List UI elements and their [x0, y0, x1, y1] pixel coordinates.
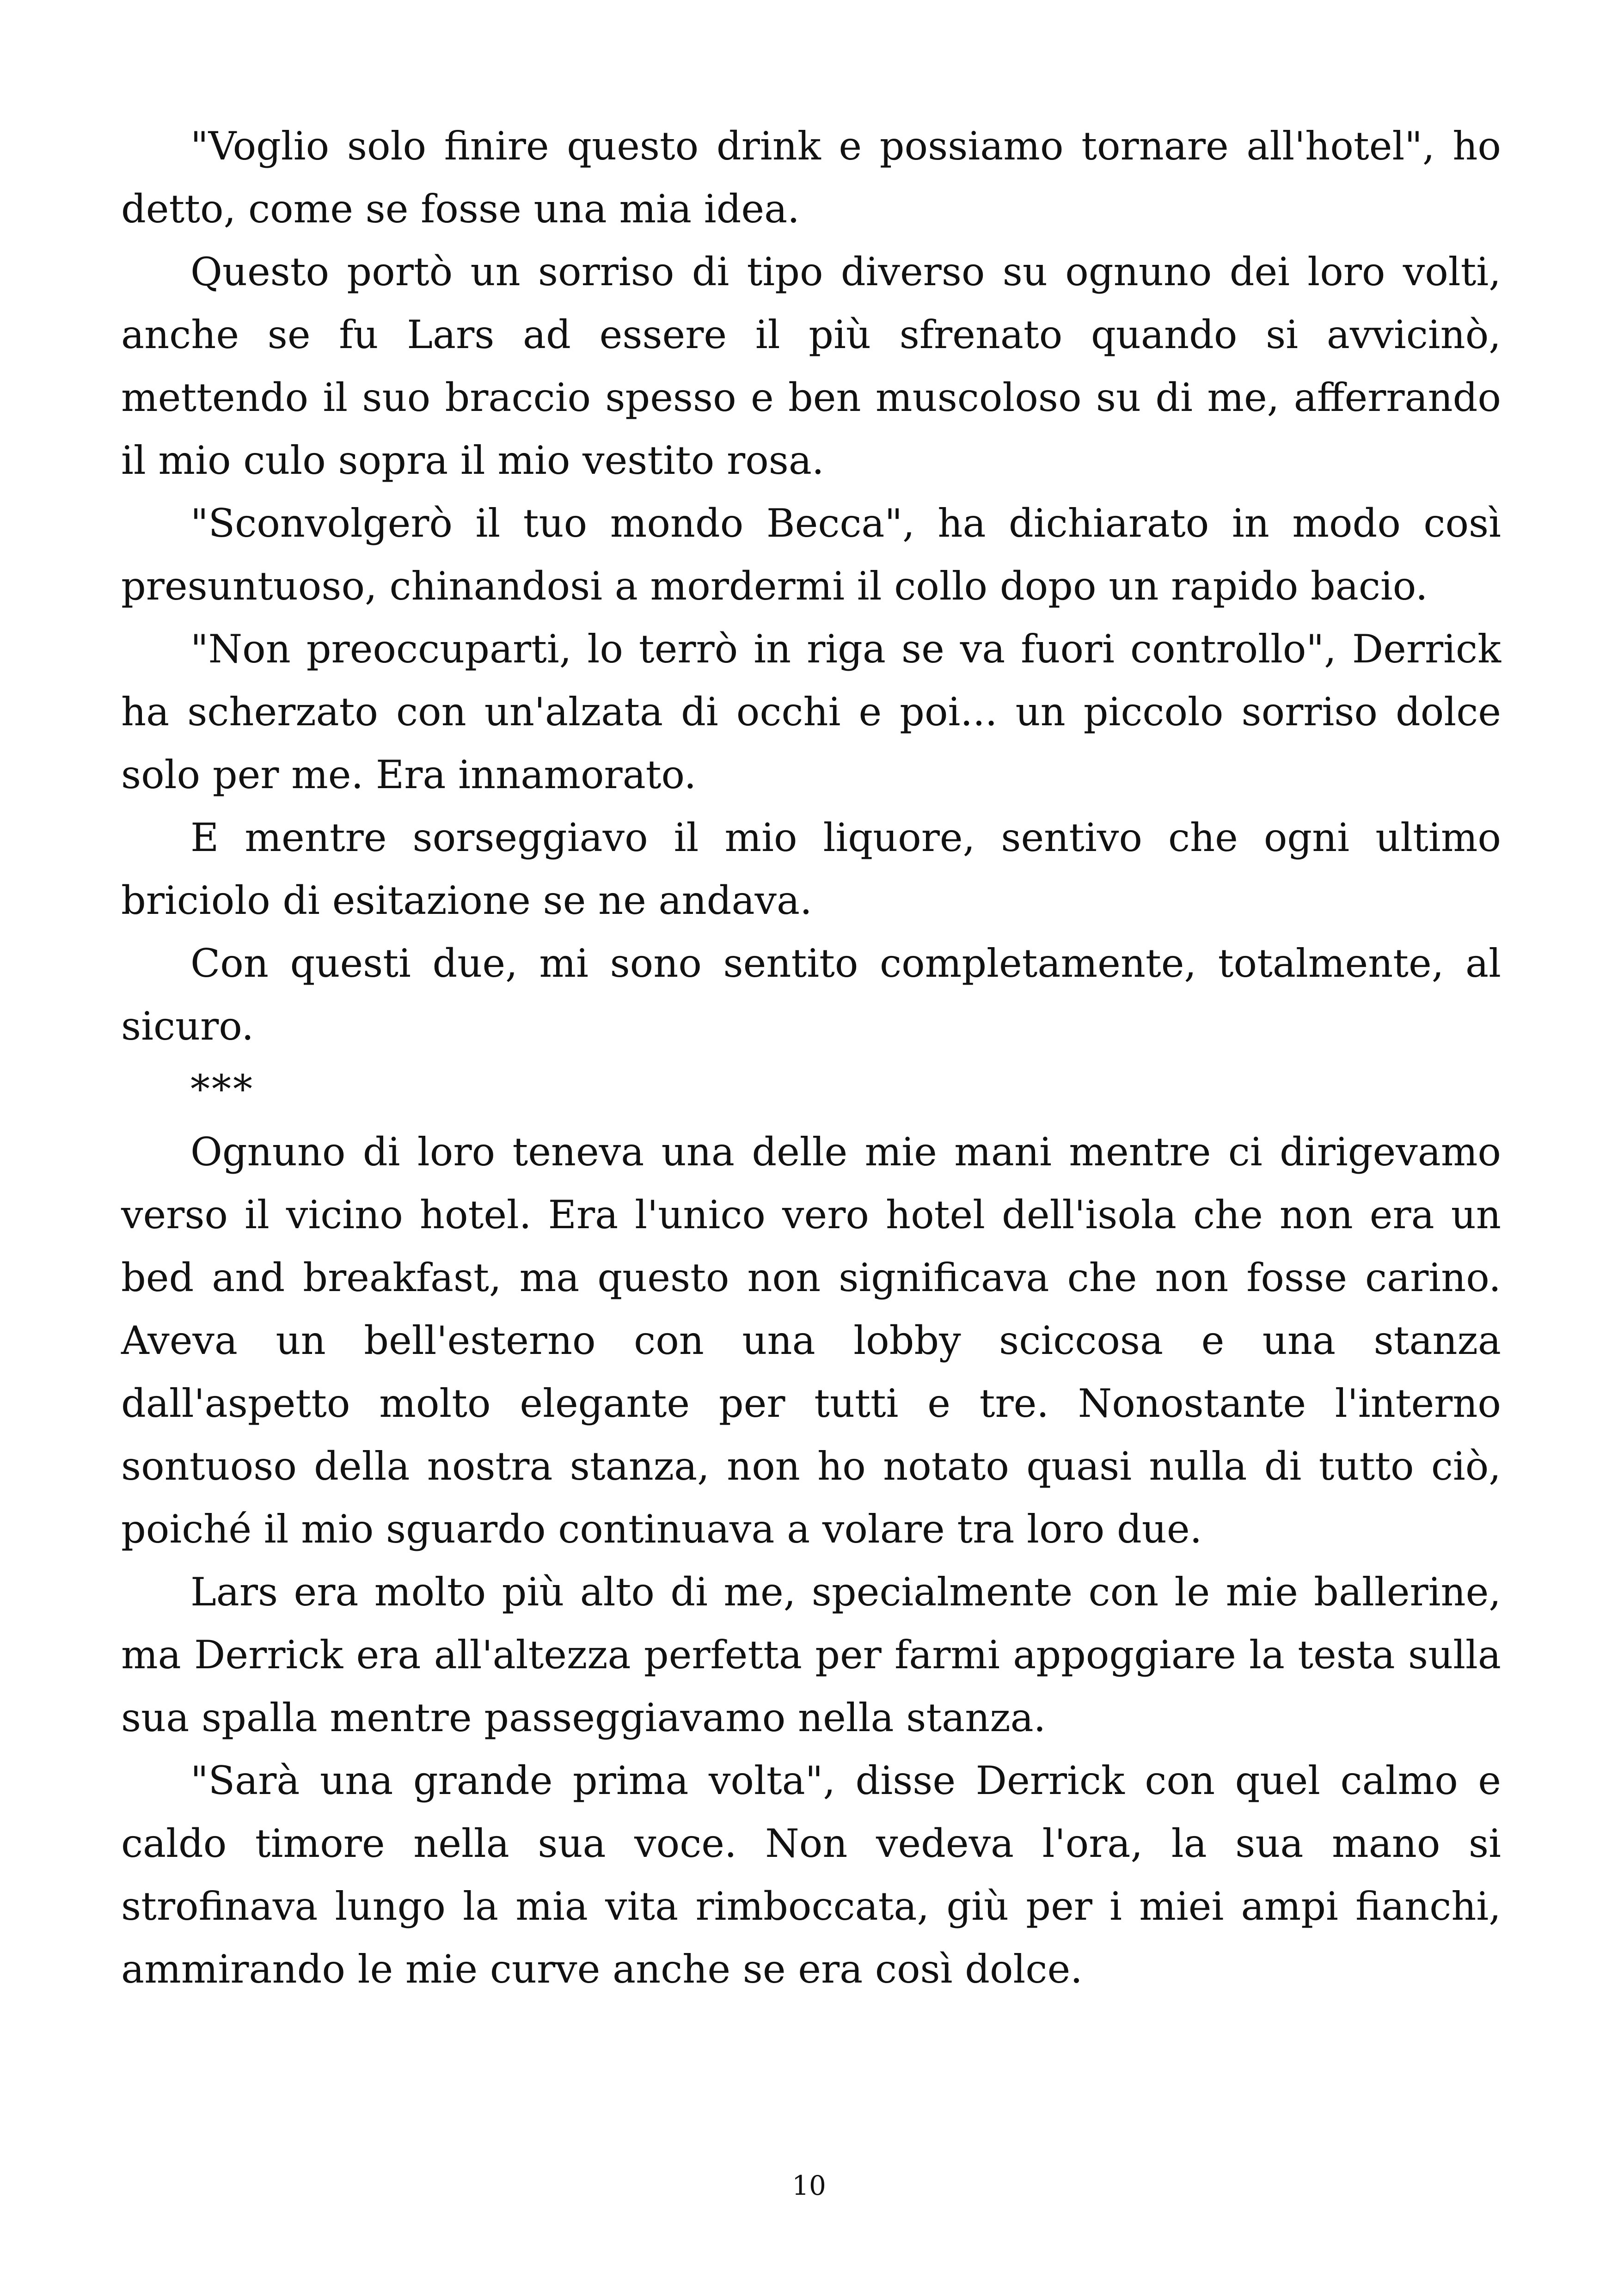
body-text — [121, 115, 1501, 2001]
paragraph: Questo portò un sorriso di tipo diverso su ognuno dei loro volti, anche se fu Lars ad essere il più sfrenato quando si avvicinò, mettendo il suo braccio spesso e ben muscoloso su di me, afferrando il mio culo sopra il mio vestito rosa. — [121, 249, 1501, 483]
paragraph: "Sarà una grande prima volta", disse Derrick con quel calmo e caldo timore nella sua voce. Non vedeva l'ora, la sua mano si strofinava lungo la mia vita rimboccata, giù per i miei ampi fianchi, ammirando le mie curve anche se era così dolce. — [121, 1758, 1501, 1992]
paragraph: E mentre sorseggiavo il mio liquore, sentivo che ogni ultimo briciolo di esitazione se ne andava. — [121, 815, 1501, 923]
paragraph: Ognuno di loro teneva una delle mie mani mentre ci dirigevamo verso il vicino hotel. Era l'unico vero hotel dell'isola che non era un bed and breakfast, ma questo non significava che non fosse carino. Aveva un bell'esterno con una lobby sciccosa e una stanza dall'aspetto molto elegante per tutti e tre. Nonostante l'interno sontuoso della nostra stanza, non ho notato quasi nulla di tutto ciò, poiché il mio sguardo continuava a volare tra loro due. — [121, 1129, 1501, 1552]
paragraph: "Voglio solo finire questo drink e possiamo tornare all'hotel", ho detto, come se fosse una mia idea. — [121, 123, 1501, 232]
scene-separator: *** — [190, 1066, 254, 1112]
paragraph: Lars era molto più alto di me, specialmente con le mie ballerine, ma Derrick era all'altezza perfetta per farmi appoggiare la testa sulla sua spalla mentre passeggiavamo nella stanza. — [121, 1569, 1501, 1740]
paragraph: Con questi due, mi sono sentito completamente, totalmente, al sicuro. — [121, 941, 1501, 1049]
paragraph: "Non preoccuparti, lo terrò in riga se va fuori controllo", Derrick ha scherzato con un'alzata di occhi e poi... un piccolo sorriso dolce solo per me. Era innamorato. — [121, 626, 1501, 797]
paragraph: "Sconvolgerò il tuo mondo Becca", ha dichiarato in modo così presuntuoso, chinandosi a mordermi il collo dopo un rapido bacio. — [121, 501, 1501, 609]
page-number: 10 — [792, 2170, 826, 2201]
